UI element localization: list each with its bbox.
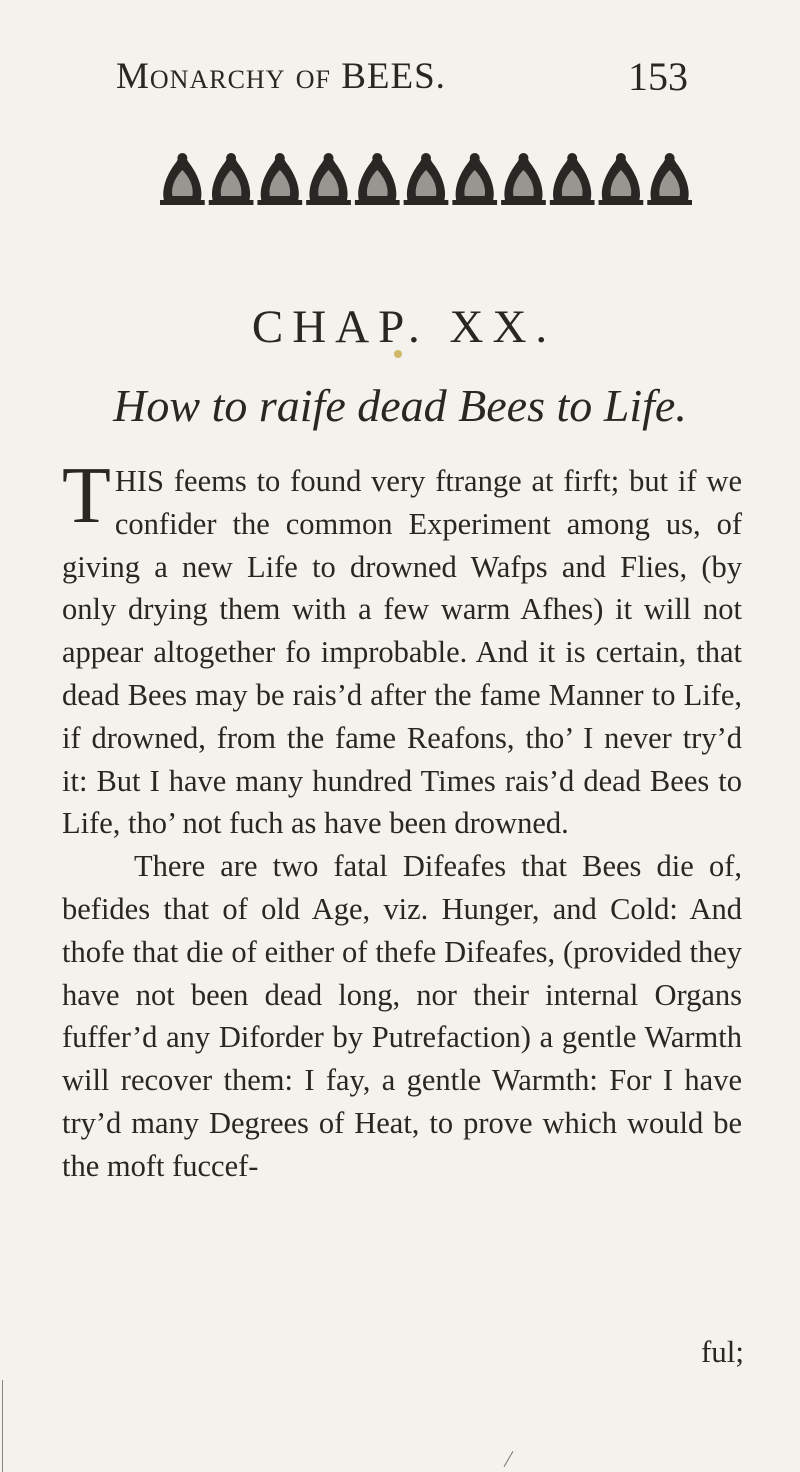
fleuron-icon	[257, 153, 302, 205]
paragraph-1-text: HIS feems to found very ftrange at firft; but if we confider the common Experiment among us, of giving a new Life to drowned Wafps and Flies, (by only drying them with a few warm Afhes) it will not appear altogether fo improbable. And it is certain, that dead Bees may be rais’d after the fame Manner to Life, if drowned, from the fame Reafons, tho’ I never try’d it: But I have many hundred Times rais’d dead Bees to Life, tho’ not fuch as have been drowned.	[62, 464, 742, 841]
catchword: ful;	[700, 1334, 744, 1369]
fleuron-icon	[355, 153, 400, 205]
ornament-svg	[158, 148, 694, 206]
fleuron-icon	[404, 153, 449, 205]
fleuron-icon	[160, 153, 205, 205]
fleuron-icon	[501, 153, 546, 205]
chapter-title: How to raife dead Bees to Life.	[113, 380, 687, 431]
paragraph-1	[62, 452, 742, 845]
drop-cap: T	[62, 452, 111, 540]
running-head	[116, 52, 688, 102]
paragraph-2: There are two fatal Difeafes that Bees die of, befides that of old Age, viz. Hunger, and Cold: And thofe that die of either of thefe Difeafes, (provided they have not been dead long, nor their internal Organs fuffer’d any Diforder by Putrefaction) a gentle Warmth will recover them: I fay, a gentle Warmth: For I have try’d many Degrees of Heat, to prove which would be the moft fuccef-	[62, 849, 742, 1183]
fleuron-icon	[306, 153, 351, 205]
body-text	[62, 452, 742, 1188]
fleuron-icon	[550, 153, 595, 205]
binding-edge-line	[2, 1380, 3, 1472]
chapter-heading: CHAP. XX.	[251, 301, 557, 353]
fleuron-icon	[209, 153, 254, 205]
running-title: Monarchy of BEES.	[116, 56, 446, 97]
fleuron-icon	[452, 153, 497, 205]
fleuron-icon	[599, 153, 644, 205]
ink-mark	[504, 1451, 514, 1467]
printer-ornament-band	[158, 148, 694, 206]
fleuron-icon	[647, 153, 692, 205]
page-number: 153	[628, 54, 688, 99]
